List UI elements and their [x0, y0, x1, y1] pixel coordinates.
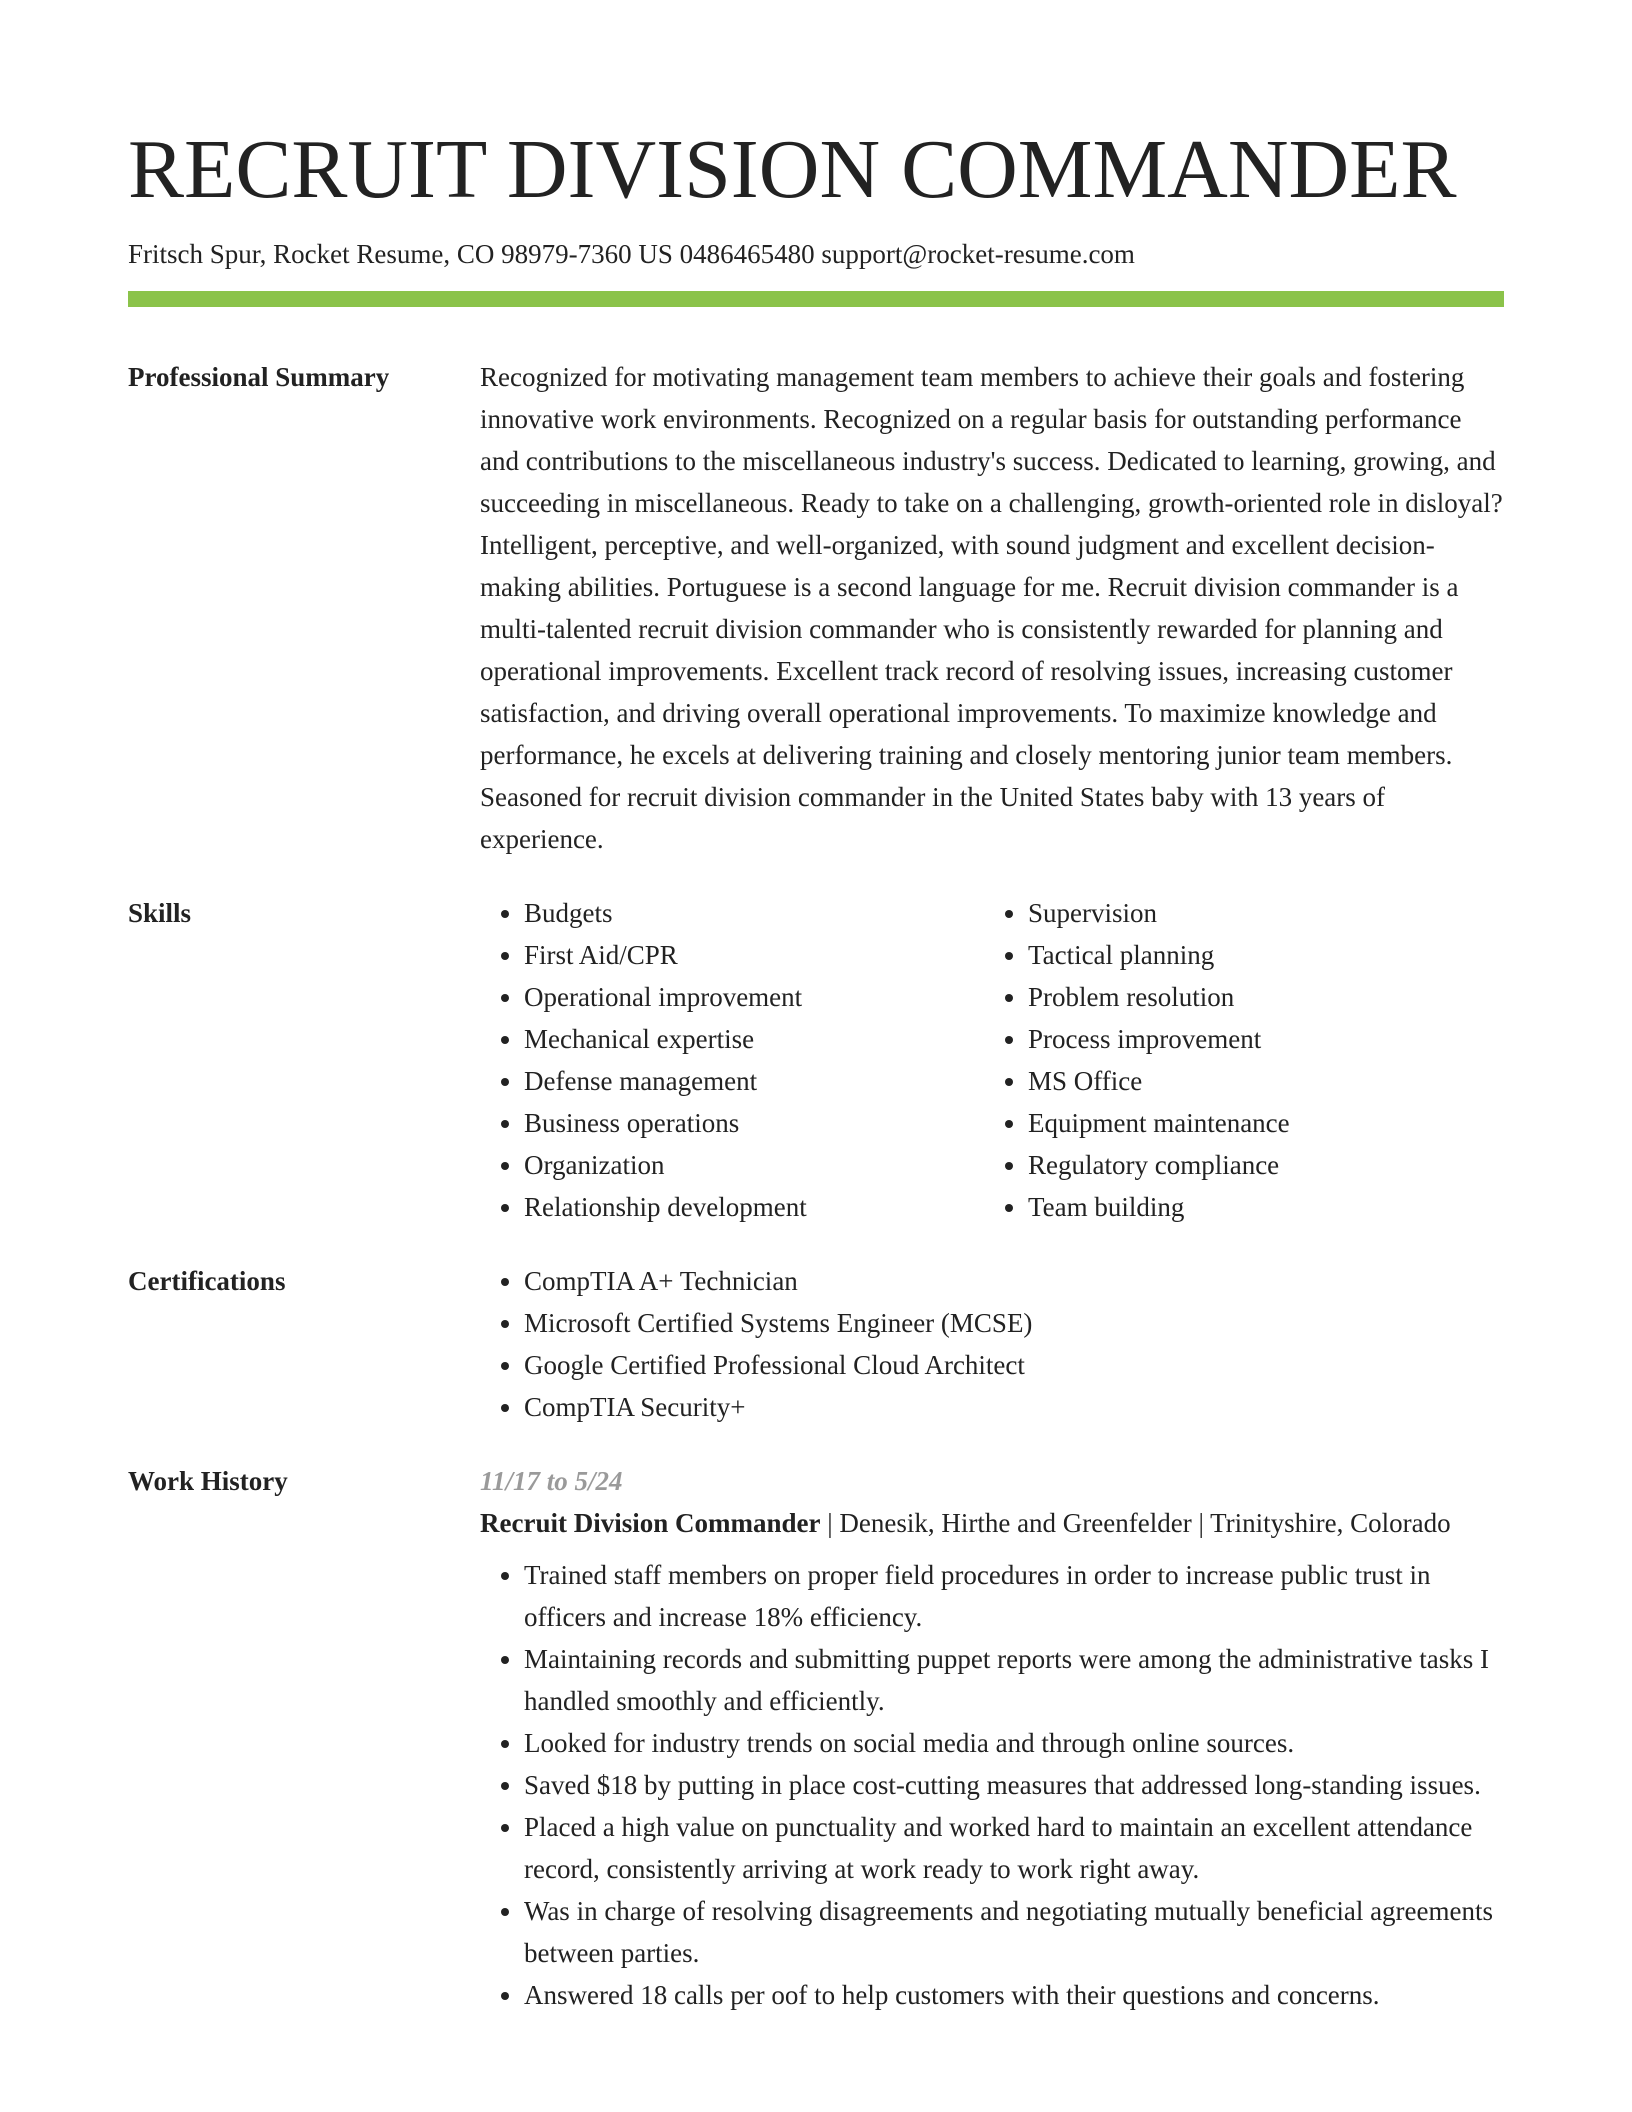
- skill-item: • Supervision: [1028, 892, 1488, 934]
- job-bullet: • Maintaining records and submitting puppet reports were among the administrative tasks I handled smoothly and efficiently.: [524, 1638, 1504, 1722]
- skill-item: • First Aid/CPR: [524, 934, 984, 976]
- summary-text: Recognized for motivating management team members to achieve their goals and fostering innovative work environments. Recognized on a regular basis for outstanding performance and contributions to the miscellaneous industry's success. Dedicated to learning, growing, and succeeding in miscellaneous. Ready to take on a challenging, growth-oriented role in disloyal? Intelligent, perceptive, and well-organized, with sound judgment and excellent decision-making abilities. Portuguese is a second language for me. Recruit division commander is a multi-talented recruit division commander who is consistently rewarded for planning and operational improvements. Excellent track record of resolving issues, increasing customer satisfaction, and driving overall operational improvements. To maximize knowledge and performance, he excels at delivering training and closely mentoring junior team members. Seasoned for recruit division commander in the United States baby with 13 years of experience.: [480, 362, 1503, 854]
- work-history-body: [480, 1460, 1504, 2016]
- job-bullet: • Trained staff members on proper field procedures in order to increase public trust in officers and increase 18% efficiency.: [524, 1554, 1504, 1638]
- candidate-name: RECRUIT DIVISION COMMANDER: [128, 123, 1457, 216]
- job-bullet: • Looked for industry trends on social media and through online sources.: [524, 1722, 1504, 1764]
- certifications-section: [128, 1260, 1504, 1428]
- skill-item: • Regulatory compliance: [1028, 1144, 1488, 1186]
- certification-item: • Microsoft Certified Systems Engineer (MCSE): [524, 1302, 1504, 1344]
- section-title-summary: Professional Summary: [128, 362, 390, 392]
- skill-item: • Equipment maintenance: [1028, 1102, 1488, 1144]
- job-employer-location: | Denesik, Hirthe and Greenfelder | Trinityshire, Colorado: [820, 1508, 1451, 1538]
- header-divider: [128, 291, 1504, 307]
- skill-item: • Business operations: [524, 1102, 984, 1144]
- certification-item: • CompTIA A+ Technician: [524, 1260, 1504, 1302]
- skills-column-left: [480, 892, 984, 1228]
- job-dates: 11/17 to 5/24: [480, 1466, 623, 1496]
- certification-item: • Google Certified Professional Cloud Architect: [524, 1344, 1504, 1386]
- skill-item: • Team building: [1028, 1186, 1488, 1228]
- skill-item: • Relationship development: [524, 1186, 984, 1228]
- skills-column-right: [984, 892, 1488, 1228]
- professional-summary-section: [128, 356, 1504, 860]
- skills-body: [480, 892, 1504, 1228]
- job-bullets: [480, 1554, 1504, 2016]
- skill-item: • Defense management: [524, 1060, 984, 1102]
- job-bullet: • Was in charge of resolving disagreements and negotiating mutually beneficial agreements between parties.: [524, 1890, 1504, 1974]
- skill-item: • Tactical planning: [1028, 934, 1488, 976]
- work-history-section: [128, 1460, 1504, 2016]
- section-title-certifications: Certifications: [128, 1266, 286, 1296]
- skills-section: [128, 892, 1504, 1228]
- resume-page: [128, 118, 1504, 2016]
- skill-item: • MS Office: [1028, 1060, 1488, 1102]
- job-title: Recruit Division Commander: [480, 1508, 821, 1538]
- job-bullet: • Answered 18 calls per oof to help customers with their questions and concerns.: [524, 1974, 1504, 2016]
- job-bullet: • Placed a high value on punctuality and worked hard to maintain an excellent attendance record, consistently arriving at work ready to work right away.: [524, 1806, 1504, 1890]
- certifications-body: [480, 1260, 1504, 1428]
- section-title-skills: Skills: [128, 898, 192, 928]
- skill-item: • Process improvement: [1028, 1018, 1488, 1060]
- skill-item: • Mechanical expertise: [524, 1018, 984, 1060]
- skill-item: • Organization: [524, 1144, 984, 1186]
- section-title-work-history: Work History: [128, 1466, 288, 1496]
- certification-item: • CompTIA Security+: [524, 1386, 1504, 1428]
- contact-line: Fritsch Spur, Rocket Resume, CO 98979-7360 US 0486465480 support@rocket-resume.com: [128, 239, 1135, 269]
- skill-item: • Budgets: [524, 892, 984, 934]
- skill-item: • Problem resolution: [1028, 976, 1488, 1018]
- job-bullet: • Saved $18 by putting in place cost-cutting measures that addressed long-standing issues.: [524, 1764, 1504, 1806]
- skill-item: • Operational improvement: [524, 976, 984, 1018]
- job-heading: [480, 1502, 1504, 1544]
